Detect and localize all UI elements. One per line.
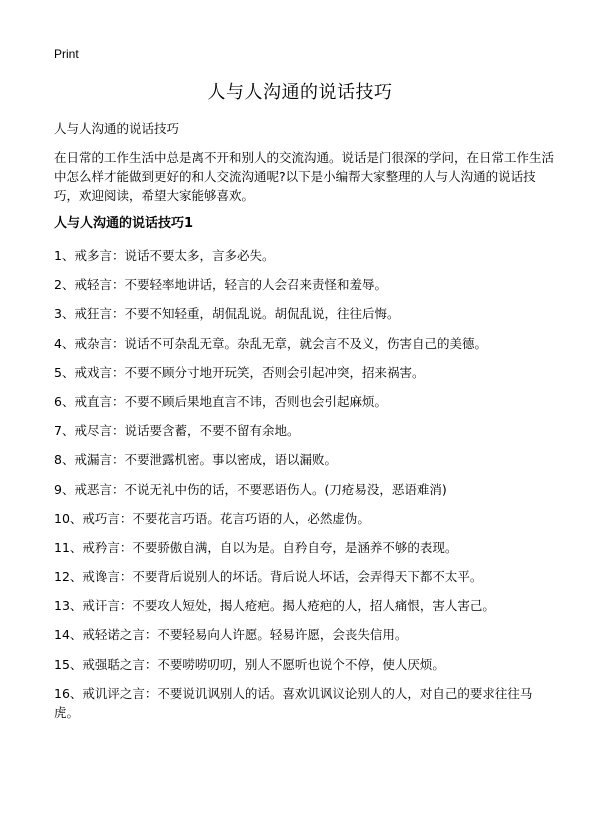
tip-item: 12、戒谗言：不要背后说别人的坏话。背后说人坏话，会弄得天下都不太平。 xyxy=(54,569,483,585)
tips-list xyxy=(54,246,554,733)
tip-item: 10、戒巧言：不要花言巧语。花言巧语的人，必然虚伪。 xyxy=(54,510,370,526)
tip-item: 5、戒戏言：不要不顾分寸地开玩笑，否则会引起冲突，招来祸害。 xyxy=(54,364,425,380)
tip-item: 2、戒轻言：不要轻率地讲话，轻言的人会召来责怪和羞辱。 xyxy=(54,277,387,293)
tip-item: 16、戒讥评之言：不要说讥讽别人的话。喜欢讥讽议论别人的人，对自己的要求往往马虎。 xyxy=(54,685,533,721)
tip-item: 9、戒恶言：不说无礼中伤的话，不要恶语伤人。(刀疮易没，恶语难消) xyxy=(54,481,447,497)
page-title: 人与人沟通的说话技巧 xyxy=(207,82,393,103)
tip-item: 11、戒矜言：不要骄傲自满，自以为是。自矜自夸，是涵养不够的表现。 xyxy=(54,539,458,555)
tip-item: 6、戒直言：不要不顾后果地直言不讳，否则也会引起麻烦。 xyxy=(54,393,387,409)
intro-paragraph: 在日常的工作生活中总是离不开和别人的交流沟通。说话是门很深的学问，在日常工作生活中怎么样才能做到更好的和人交流沟通呢?以下是小编帮大家整理的人与人沟通的说话技巧，欢迎阅读，希望大家能够喜欢。 xyxy=(54,150,555,203)
section-heading: 人与人沟通的说话技巧1 xyxy=(54,216,194,231)
tip-item: 7、戒尽言：说话要含蓄，不要不留有余地。 xyxy=(54,423,300,439)
print-link[interactable]: Print xyxy=(54,47,79,61)
tip-item: 1、戒多言：说话不要太多，言多必失。 xyxy=(54,248,275,263)
tip-item: 8、戒漏言：不要泄露机密。事以密成，语以漏败。 xyxy=(54,452,337,468)
tip-item: 4、戒杂言：说话不可杂乱无章。杂乱无章，就会言不及义，伤害自己的美德。 xyxy=(54,335,487,351)
tip-item: 3、戒狂言：不要不知轻重，胡侃乱说。胡侃乱说，往往后悔。 xyxy=(54,306,400,322)
tip-item: 15、戒强聒之言：不要唠唠叨叨，别人不愿听也说个不停，使人厌烦。 xyxy=(54,656,445,672)
tip-item: 13、戒讦言：不要攻人短处，揭人疮疤。揭人疮疤的人，招人痛恨，害人害己。 xyxy=(54,598,495,614)
tip-item: 14、戒轻诺之言：不要轻易向人许愿。轻易许愿，会丧失信用。 xyxy=(54,627,408,643)
subtitle: 人与人沟通的说话技巧 xyxy=(54,121,180,136)
